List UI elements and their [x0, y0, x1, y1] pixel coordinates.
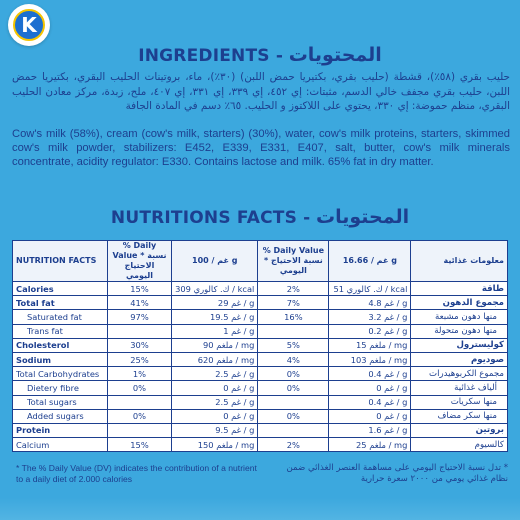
nutrition-table — [12, 240, 508, 452]
footnote-ar: * تدل نسبة الاحتياج اليومي على مساهمة العنصر الغذائي ضمن نظام غذائي يومي من ٢٠٠٠ سعرة حرارية — [286, 463, 508, 484]
nutrient-name-en: Calories — [13, 282, 108, 296]
daily-value-100g: 0% — [107, 409, 171, 423]
value-per-serving: 0 غم / g — [329, 409, 411, 423]
value-per-100g: 150 ملغم / mg — [172, 438, 258, 452]
daily-value-serving: 0% — [258, 381, 329, 395]
ingredients-title-ar: المحتويات — [288, 44, 382, 66]
header-dv-serving: % Daily Value * نسبة الاحتياج اليومي — [258, 241, 329, 282]
nutrition-row — [13, 324, 508, 338]
header-per-100g: غم / 100 g — [172, 241, 258, 282]
nutrient-name-en: Total sugars — [13, 395, 108, 409]
nutrition-row — [13, 338, 508, 352]
daily-value-serving: 2% — [258, 438, 329, 452]
value-per-serving: 25 ملغم / mg — [329, 438, 411, 452]
nutrition-row — [13, 409, 508, 423]
brand-logo — [8, 4, 50, 46]
nutrient-name-ar: منها دهون مشبعة — [411, 310, 508, 324]
value-per-serving: 0 غم / g — [329, 381, 411, 395]
header-dv-100: % Daily Value * نسبة الاحتياج اليومي — [107, 241, 171, 282]
nutrient-name-ar: كوليسترول — [411, 338, 508, 352]
nutrient-name-ar: صوديوم — [411, 352, 508, 366]
nutrient-name-ar: منها سكر مضاف — [411, 409, 508, 423]
nutrition-row — [13, 367, 508, 381]
nutrient-name-ar: مجموع الكربوهيدرات — [411, 367, 508, 381]
nutrition-row — [13, 438, 508, 452]
value-per-serving: 0.4 غم / g — [329, 367, 411, 381]
daily-value-100g — [107, 395, 171, 409]
nutrient-name-ar: طاقة — [411, 282, 508, 296]
nutrition-row — [13, 296, 508, 310]
nutrition-title — [0, 206, 520, 228]
footnote-en: * The % Daily Value (DV) indicates the contribution of a nutrient to a daily diet of 2.000 calories — [16, 463, 257, 484]
nutrient-name-en: Total Carbohydrates — [13, 367, 108, 381]
ingredients-title-en: INGREDIENTS - — [138, 46, 284, 66]
nutrient-name-en: Trans fat — [13, 324, 108, 338]
daily-value-100g — [107, 423, 171, 437]
daily-value-100g: 30% — [107, 338, 171, 352]
value-per-100g: 0 غم / g — [172, 381, 258, 395]
daily-value-serving: 7% — [258, 296, 329, 310]
bottom-strip — [0, 498, 520, 520]
nutrition-title-ar: المحتويات — [315, 206, 410, 228]
nutrient-name-en: Dietery fibre — [13, 381, 108, 395]
nutrition-rows — [13, 282, 508, 452]
value-per-serving: 51 ك. كالوري / kcal — [329, 282, 411, 296]
value-per-serving: 1.6 غم / g — [329, 423, 411, 437]
ingredients-text-en: Cow's milk (58%), cream (cow's milk, starters) (30%), water, cow's milk proteins, starters, skimmed cow's milk powder, stabilizers: E452, E339, E331, E407, salt, butter, cow's milk minerals concentrate, acidity regulator: E330. Contains lactose and milk. 65% fat in dry matter. — [12, 128, 510, 168]
value-per-100g: 90 ملغم / mg — [172, 338, 258, 352]
nutrition-row — [13, 282, 508, 296]
header-name-ar: معلومات غذائية — [411, 241, 508, 282]
daily-value-100g: 1% — [107, 367, 171, 381]
nutrient-name-ar: كالسيوم — [411, 438, 508, 452]
daily-value-100g: 97% — [107, 310, 171, 324]
daily-value-100g — [107, 324, 171, 338]
nutrient-name-ar: مجموع الدهون — [411, 296, 508, 310]
value-per-serving: 0.4 غم / g — [329, 395, 411, 409]
daily-value-100g: 0% — [107, 381, 171, 395]
value-per-100g: 9.5 غم / g — [172, 423, 258, 437]
daily-value-serving — [258, 395, 329, 409]
daily-value-serving: 2% — [258, 282, 329, 296]
daily-value-100g: 15% — [107, 282, 171, 296]
value-per-100g: 1 غم / g — [172, 324, 258, 338]
nutrient-name-en: Cholesterol — [13, 338, 108, 352]
daily-value-serving: 16% — [258, 310, 329, 324]
nutrition-header-row — [13, 241, 508, 282]
ingredients-text-ar: حليب بقري (٥٨٪)، قشطة (حليب بقري، بكتيريا حمض اللبن) (٣٠٪)، ماء، بروتينات الحليب البقري، بكتيريا حمض اللبن، حليب بقري مجفف خالي الدسم، مثبتات: إي ٤٥٢، إي ٣٣٩، إي ٣٣١، إي ٤٠٧، ملح، زبدة، مركز معادن الحليب البقري، منظم حموضة: إي ٣٣٠، يحتوي على اللاكتوز و الحليب. ٦٥٪ دسم في المادة الجافة — [12, 71, 511, 112]
daily-value-serving: 0% — [258, 409, 329, 423]
value-per-serving: 4.8 غم / g — [329, 296, 411, 310]
nutrition-row — [13, 395, 508, 409]
daily-value-100g: 15% — [107, 438, 171, 452]
daily-value-serving: 4% — [258, 352, 329, 366]
nutrient-name-en: Protein — [13, 423, 108, 437]
nutrition-row — [13, 310, 508, 324]
value-per-100g: 29 غم / g — [172, 296, 258, 310]
ingredients-title — [0, 44, 520, 66]
header-per-serving: غم / 16.66 g — [329, 241, 411, 282]
header-name-en: NUTRITION FACTS — [13, 241, 108, 282]
daily-value-serving: 0% — [258, 367, 329, 381]
value-per-serving: 3.2 غم / g — [329, 310, 411, 324]
nutrient-name-ar: ألياف غذائية — [411, 381, 508, 395]
value-per-100g: 2.5 غم / g — [172, 395, 258, 409]
nutrition-row — [13, 423, 508, 437]
nutrition-row — [13, 352, 508, 366]
value-per-100g: 309 ك. كالوري / kcal — [172, 282, 258, 296]
nutrient-name-en: Total fat — [13, 296, 108, 310]
value-per-100g: 2.5 غم / g — [172, 367, 258, 381]
nutrition-row — [13, 381, 508, 395]
nutrient-name-ar: منها سكريات — [411, 395, 508, 409]
value-per-100g: 19.5 غم / g — [172, 310, 258, 324]
daily-value-serving — [258, 423, 329, 437]
value-per-100g: 620 ملغم / mg — [172, 352, 258, 366]
nutrient-name-en: Added sugars — [13, 409, 108, 423]
nutrient-name-en: Sodium — [13, 352, 108, 366]
nutrient-name-en: Calcium — [13, 438, 108, 452]
nutrient-name-ar: منها دهون متحولة — [411, 324, 508, 338]
nutrition-title-en: NUTRITIONS FACTS - — [110, 208, 311, 228]
daily-value-serving: 5% — [258, 338, 329, 352]
value-per-100g: 0 غم / g — [172, 409, 258, 423]
daily-value-100g: 25% — [107, 352, 171, 366]
value-per-serving: 15 ملغم / mg — [329, 338, 411, 352]
daily-value-100g: 41% — [107, 296, 171, 310]
logo-letter: K — [13, 9, 45, 41]
value-per-serving: 0.2 غم / g — [329, 324, 411, 338]
nutrient-name-ar: بروتين — [411, 423, 508, 437]
daily-value-serving — [258, 324, 329, 338]
nutrient-name-en: Saturated fat — [13, 310, 108, 324]
value-per-serving: 103 ملغم / mg — [329, 352, 411, 366]
